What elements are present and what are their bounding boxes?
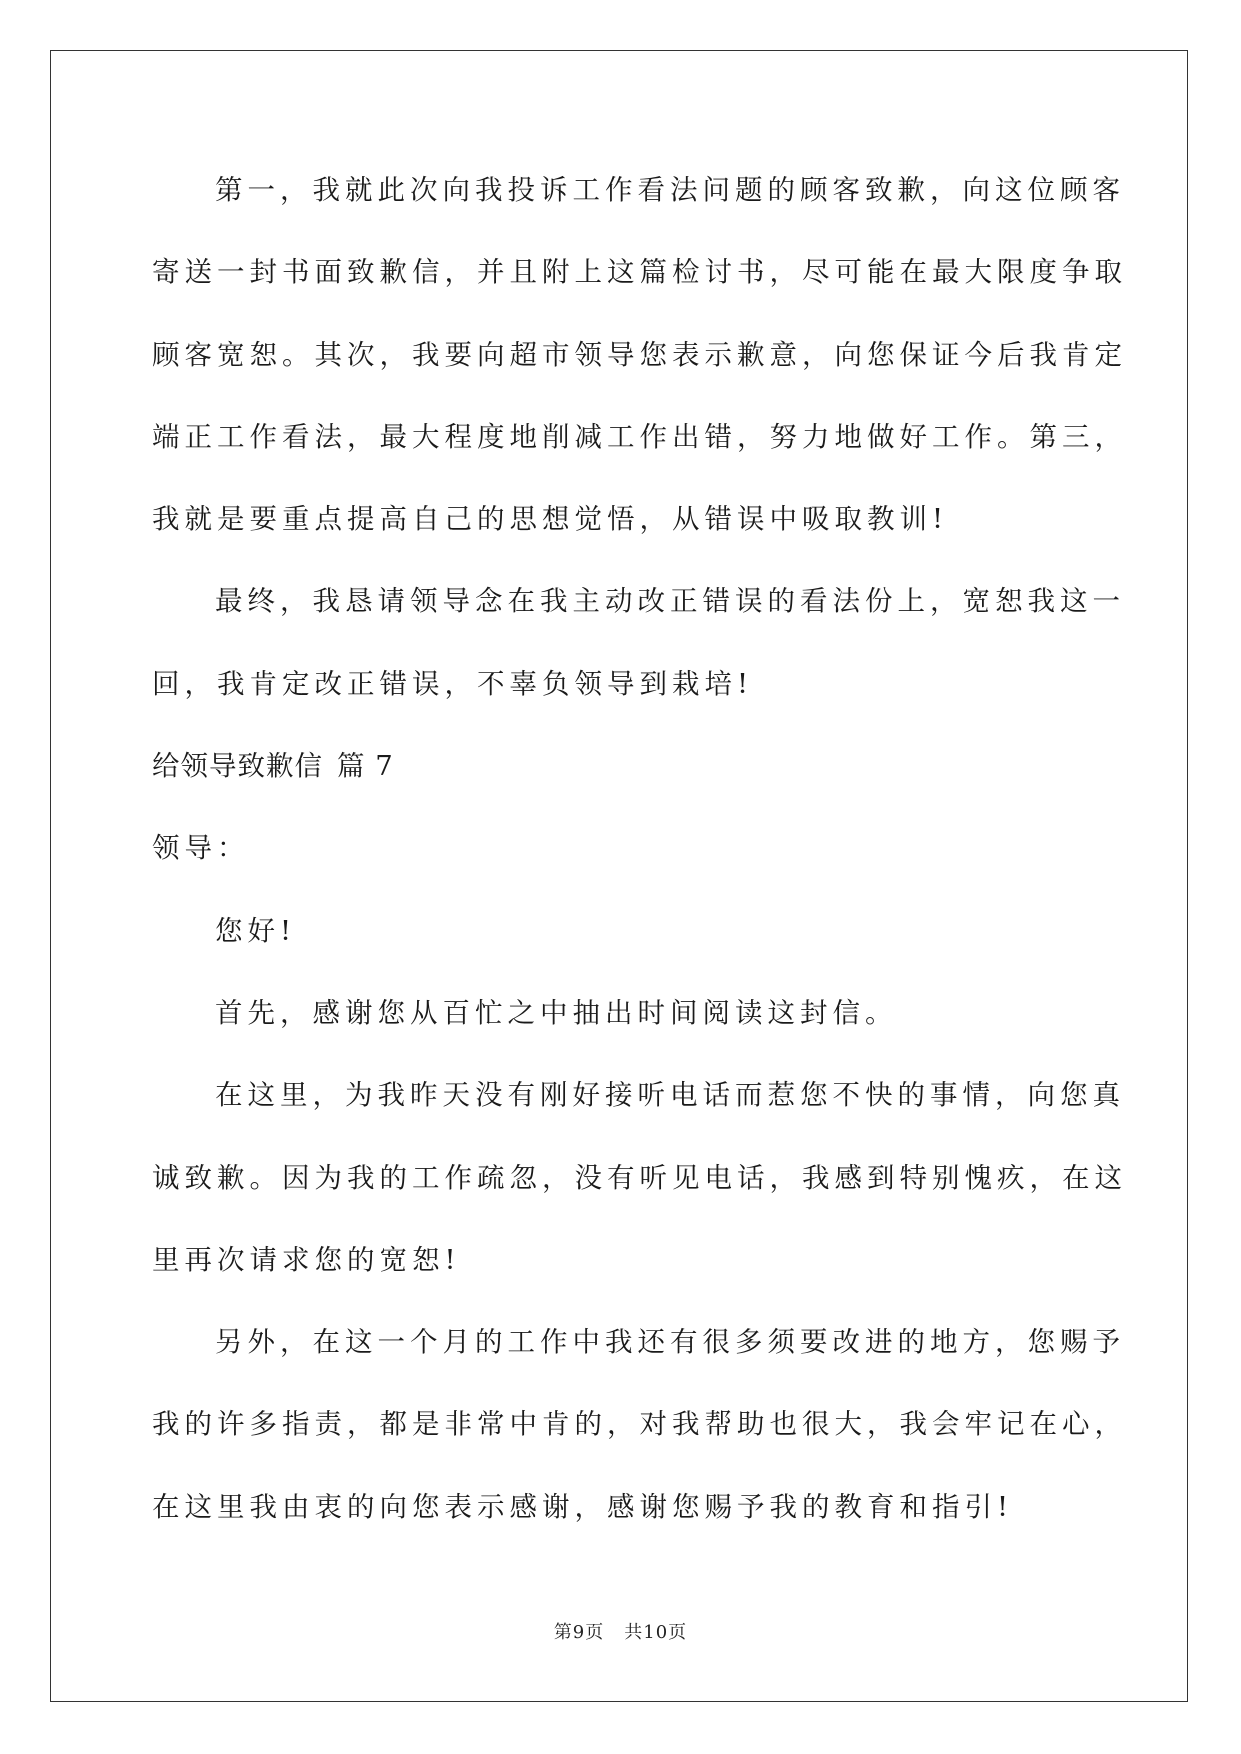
text-line: 寄送一封书面致歉信，并且附上这篇检讨书，尽可能在最大限度争取 [152, 256, 1127, 289]
text-line: 顾客宽恕。其次，我要向超市领导您表示歉意，向您保证今后我肯定 [152, 338, 1127, 371]
text-line: 在这里我由衷的向您表示感谢，感谢您赐予我的教育和指引! [152, 1490, 1014, 1523]
section-title-text: 给领导致歉信 [152, 750, 323, 783]
text-line: 首先，感谢您从百忙之中抽出时间阅读这封信。 [215, 996, 898, 1029]
document-body [152, 160, 1127, 1559]
greeting: 您好! [215, 914, 297, 947]
text-line: 回，我肯定改正错误，不辜负领导到栽培! [152, 667, 754, 700]
text-line: 里再次请求您的宽恕! [152, 1243, 461, 1276]
section-title [152, 736, 1090, 818]
text-line: 第一，我就此次向我投诉工作看法问题的顾客致歉，向这位顾客 [215, 174, 1125, 206]
text-line: 端正工作看法，最大程度地削减工作出错，努力地做好工作。第三， [152, 420, 1127, 453]
text-line: 最终，我恳请领导念在我主动改正错误的看法份上，宽恕我这一 [215, 585, 1125, 618]
section-number: 篇 7 [337, 750, 394, 783]
page-number: 第9页 [553, 1622, 605, 1643]
page-footer [0, 1618, 1241, 1644]
page-total: 共10页 [624, 1622, 688, 1643]
text-line: 诚致歉。因为我的工作疏忽，没有听见电话，我感到特别愧疚，在这 [152, 1161, 1127, 1194]
text-line: 我就是要重点提高自己的思想觉悟，从错误中吸取教训! [152, 503, 949, 536]
text-line: 另外，在这一个月的工作中我还有很多须要改进的地方，您赐予 [215, 1326, 1125, 1359]
text-line: 在这里，为我昨天没有刚好接听电话而惹您不快的事情，向您真 [215, 1079, 1125, 1112]
salutation: 领导： [152, 832, 250, 865]
text-line: 我的许多指责，都是非常中肯的，对我帮助也很大，我会牢记在心， [152, 1408, 1127, 1441]
